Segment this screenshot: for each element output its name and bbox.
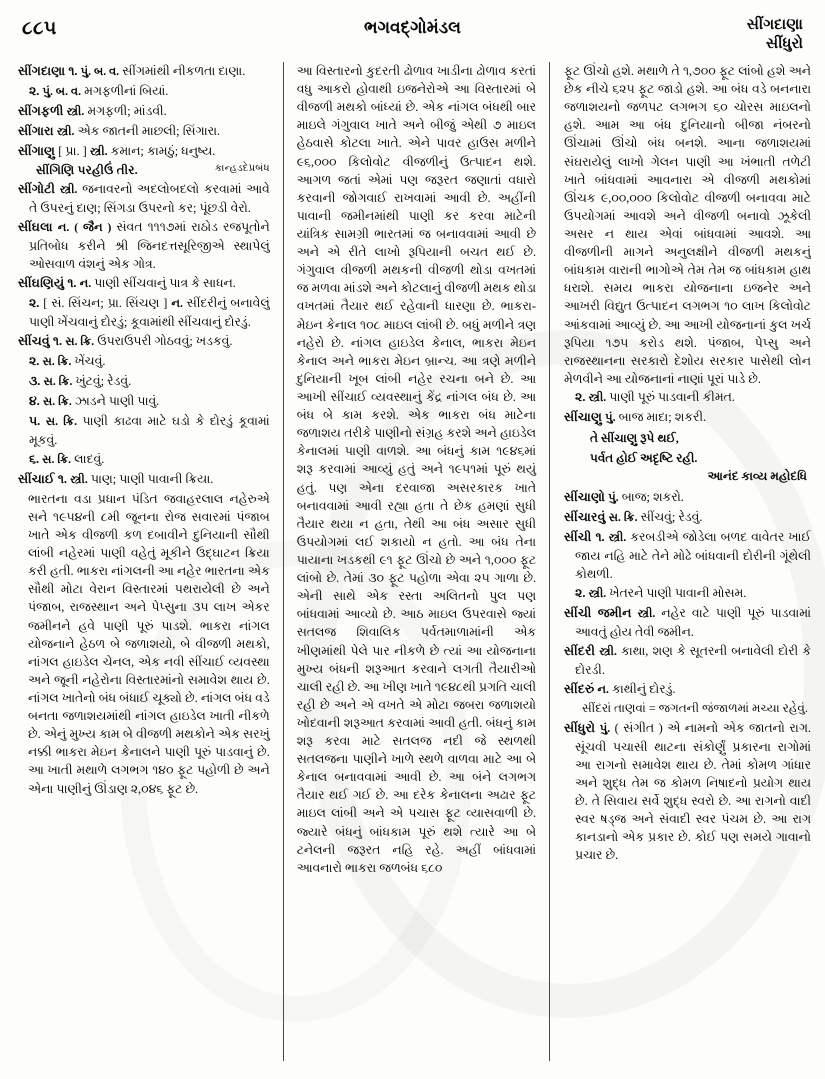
dictionary-entry xyxy=(564,604,811,641)
page-header xyxy=(22,16,803,62)
sense-number: ૨. xyxy=(29,354,40,369)
sense-definition: કરબડીએ જોડેલા બળદ વાવેતર ખાઈ જાય નહિ માટે તેને મોઢે બાંધવાની દોરીની ગૂંથેલી કોથળી. xyxy=(575,530,811,582)
dictionary-entry xyxy=(18,180,270,217)
sense-number: ૫. xyxy=(29,413,41,428)
part-of-speech: પું. xyxy=(605,410,616,424)
dictionary-sense xyxy=(18,412,270,449)
dictionary-sense xyxy=(564,388,811,407)
sense-definition: પાણી કાઢવા માટે ઘડો કે દોરડું કૂવામાં મૂકવું. xyxy=(29,413,270,447)
dictionary-entry xyxy=(18,332,270,351)
sense-definition: ઉપરાઉપરી ગોઠવવું; ખડકવું. xyxy=(97,334,233,349)
headword: સીંચવું xyxy=(18,334,50,349)
dictionary-entry xyxy=(18,122,270,141)
part-of-speech: સ. ક્રિ. xyxy=(45,414,77,428)
sense-definition: ખેંચવું. xyxy=(74,354,106,369)
text-columns xyxy=(18,62,811,1061)
sense-number: ૨. xyxy=(29,83,40,98)
dictionary-sense xyxy=(18,392,270,411)
entry-quotation xyxy=(18,162,270,180)
sense-definition: બાજ; શકરો. xyxy=(621,490,684,505)
sense-definition: કાથા, શણ કે સૂતરની બનાવેલી દોરી કે દોરડી. xyxy=(575,644,811,678)
dictionary-sense xyxy=(18,372,270,391)
part-of-speech: પું. બ. વ. xyxy=(42,84,82,98)
dictionary-sense xyxy=(18,294,270,331)
headword: સીંગદાણા xyxy=(18,64,66,78)
headword: સીંદરી xyxy=(564,644,596,659)
headword: સીંચારવું xyxy=(564,510,606,525)
sense-definition: નહેર વાટે પાણી પૂરું પાડવામાં આવતું હોય તેવી જમીન. xyxy=(575,606,811,640)
column-2 xyxy=(284,62,549,1061)
sense-number: ૨. xyxy=(575,389,586,404)
dictionary-entry xyxy=(564,528,811,583)
headword: સીંઘણિયું xyxy=(18,276,65,291)
sense-number: ૧. xyxy=(68,64,78,78)
sense-definition: પાણ; પાણી પાવાની ક્રિયા. xyxy=(90,471,214,486)
part-of-speech: ન. xyxy=(171,297,183,311)
verse-line: પર્વત હોઈ અદૃષ્ટિ રહી. xyxy=(590,450,698,465)
headword: સીંચાણુ xyxy=(564,409,602,424)
sense-definition: ખેતરને પાણી પાવાની મોસમ. xyxy=(609,586,747,601)
sense-definition: કાથીનું દોરડું. xyxy=(612,682,676,697)
sense-definition: બાજ માદા; શકરી. xyxy=(618,409,707,424)
sense-definition: મગફળી; માંડવી. xyxy=(87,103,167,118)
headword: સીંચાણો xyxy=(564,490,606,505)
headword: સીંગોટી xyxy=(18,182,56,197)
part-of-speech: સ. ક્રિ. xyxy=(608,511,638,525)
etymology-bracket: [ પ્રા. ] xyxy=(58,143,87,158)
part-of-speech: પું. બ. વ. xyxy=(80,65,120,78)
headword: સીંચાઈ xyxy=(18,471,55,486)
part-of-speech: સ્ત્રી. xyxy=(56,124,75,138)
sense-definition: ખુંટવું; રેડવું. xyxy=(75,374,132,389)
dictionary-entry xyxy=(18,142,270,161)
domain-label: ( સંગીત ) xyxy=(614,720,663,735)
verse-attribution: આનંદ કાવ્ય મહોદધિ xyxy=(707,468,807,483)
headword: સીંદરું xyxy=(564,682,595,697)
sense-definition: પાણી પૂરું પાડવાની કીમત. xyxy=(609,389,735,404)
sense-number: ૩. xyxy=(29,374,41,389)
page-number: ૮૮૫ xyxy=(22,18,57,39)
part-of-speech: સ્ત્રી. xyxy=(599,645,617,659)
sense-number: ૧. xyxy=(67,276,77,291)
part-of-speech: સ. ક્રિ. xyxy=(43,375,73,389)
headword: સીંધુરો xyxy=(564,720,596,735)
part-of-speech: સ્ત્રી. xyxy=(59,183,78,197)
sense-definition: ઝાડને પાણી પાવું. xyxy=(74,394,160,409)
part-of-speech: સ્ત્રી. xyxy=(588,587,607,601)
part-of-speech: સ. ક્રિ. xyxy=(65,335,95,349)
dictionary-entry xyxy=(18,62,270,81)
sense-number: ૨. xyxy=(575,586,586,601)
headword: સીંગારા xyxy=(18,123,54,138)
running-head xyxy=(747,16,803,54)
sense-definition: કમાન; કામઠું; ધનુષ્ય. xyxy=(110,143,216,158)
dictionary-entry xyxy=(18,102,270,121)
part-of-speech: પું. xyxy=(599,721,611,735)
dictionary-entry xyxy=(564,488,811,507)
dictionary-entry xyxy=(18,470,270,489)
part-of-speech: સ્ત્રી. xyxy=(637,607,656,621)
entry-body-paragraph: ભારતના વડા પ્રધાન પંડિત જવાહરલાલ નહેરુએ સને ૧૯૫૪ની ૮મી જૂનના રોજ સવારમાં પંજાબ ખાતે એક વીજળી કળ દબાવીને દુનિયાની સૌથી લાંબી નહેરમાં પાણી વહેતું મૂકીને ઉદ્‌ઘાટન ક્રિયા કરી હતી. ભાકરા નાંગલની આ નહેર ભારતના એક સૌથી મોટા વેરાન વિસ્તારમાં પથરાયેલી છે અને પંજાબ, રાજસ્થાન અને પેપ્સુના ૩૫ લાખ એકર જમીનને હવે પાણી પૂરું પાડશે. ભાકરા નાંગલ યોજનાને હેઠળ બે જળાશયો, બે વીજળી મથકો, નાંગલ હાઇડેલ ચેનલ, એક નવી સીંચાઈ વ્યવસ્થા અને જૂની નહેરોના વિસ્તારમાંનો સમાવેશ થાય છે. નાંગલ ખાતેનો બંધ બંધાઈ ચૂક્યો છે. નાંગલ બંધ વડે બનતા જળાશયમાંથી નાંગલ હાઇડેલ ખાતી નીકળે છે. એનું મુખ્ય કામ બે વીજળી મથકોને એક સરખું નક્કી ભાકરા મેઇન કેનાલને પાણી પૂરું પાડવાનું છે. આ ખાતી મથાળે લગભગ ૧૪૦ ફૂટ પહોળી છે અને એના પાણીનું ઊંડાણ ૨,૦૪૬ ફૂટ છે. xyxy=(28,491,270,796)
dictionary-entry xyxy=(18,274,270,293)
dictionary-entry xyxy=(564,719,811,865)
dictionary-entry xyxy=(18,218,270,273)
entry-idiom: સીંદરાં તાણવાં = જગતની જંજાળમાં મચ્યા રહેવું. xyxy=(582,701,808,716)
sense-definition: એક જાતની માછલી; સિંગારા. xyxy=(77,123,221,138)
sense-number: ૨. xyxy=(29,296,40,311)
column-3 xyxy=(550,62,811,1061)
dictionary-entry xyxy=(564,680,811,699)
part-of-speech: ન. ( જૈન ) xyxy=(57,221,112,235)
part-of-speech: સ્ત્રી. xyxy=(608,531,627,545)
part-of-speech: ન. xyxy=(79,277,92,291)
headword: સીંચી xyxy=(564,530,592,545)
etymology-bracket: [ સં. સિંચન; પ્રા. સિંચણ ] xyxy=(43,296,168,311)
dictionary-sense xyxy=(18,352,270,371)
book-title: ભગવદ્ગોમંડલ xyxy=(364,18,461,37)
sense-definition: સીંચવું; રેડવું. xyxy=(640,510,703,525)
dictionary-entry xyxy=(564,508,811,527)
running-head-line-1: સીંગદાણા xyxy=(746,17,803,33)
headword: સીંગાણુ xyxy=(18,143,56,158)
dictionary-entry xyxy=(564,642,811,679)
dictionary-sense xyxy=(18,82,270,101)
sense-number: ૧. xyxy=(57,471,67,486)
part-of-speech: સ. ક્રિ. xyxy=(42,395,72,409)
part-of-speech: સ્ત્રી. xyxy=(66,104,85,118)
part-of-speech: સ. ક્રિ. xyxy=(42,355,72,369)
part-of-speech: ન. xyxy=(597,683,609,697)
sense-definition: એ નામનો એક જાતનો રાગ. સૂંચવી પચાસી થાટના સંકોર્ણું પ્રકારના રાગોમાં આ રાગનો સમાવેશ થાય છે. તેમાં કોમળ ગાંધાર અને શુદ્ધ તેમ જ કોમળ નિષાદનો પ્રયોગ થાય છે. તે સિવાય સર્વે શુદ્ધ સ્વરો છે. આ રાગનો વાદી સ્વર ષડ્જ અને સંવાદી સ્વર પંચમ છે. આ રાગ કાનડાનો એક પ્રકાર છે. કોઈ પણ સમયે ગાવાનો પ્રચાર છે. xyxy=(575,720,811,863)
entry-body-paragraph: ફૂટ ઊંચો હશે. મથાળે તે ૧,૭૦૦ ફૂટ લાંબો હશે અને છેક નીચે ૬૨૫ ફૂટ જાડો હશે. આ બંધ વડે બનનારા જળાશયનો જળપટ લગભગ ૬૦ ચોરસ માઇલનો હશે. આમ આ બંધ દુનિયાનો બીજા નંબરનો ઊંચામાં ઊંચો બંધ બનશે. આના જળાશયમાં સંઘરાયેલું લાખો ગેલન પાણી આ ખંભાતી તળેટી ખાતે બાંધવામાં આવનારા એ વીજળી મથકોમાં ઊંચક ૯,૦૦,૦૦૦ કિલોવોટ વીજળી બનાવવા માટે ઉપયોગમાં આવશે અને વીજળી બનાવો ઝૂકેલી અસર ન થાય એવાં બાંધવામાં આવશે. આ વીજળીની માગને અનુલક્ષીને વીજળી મથકનું બાંધકામ વારાની ભાગોએ તેમ તેમ જ બાંધકામ હાથ ધરાશે. સમય ભાકરા યોજનાના ઇજનેર અને આખરી વિદ્યુત ઉત્પાદન લગભગ ૧૦ લાખ કિલોવોટ આંકવામાં આવ્યું છે. આ આખી યોજનાનાં કુલ ખર્ચ રૂપિયા ૧૭૫ કરોડ થશે. પંજાબ, પેપ્સુ અને રાજસ્થાનના સરકારો દેશોય સરકાર પાસેથી લોન મેળવીને આ યોજનાનાં નાણાં પૂરાં પાડે છે. xyxy=(564,64,811,386)
sense-definition: સંવત ૧૧૧૭માં રાઠોડ રજપૂતોને પ્રતિબોધ કરીને શ્રી જિનદત્તસૂરિજીએ સ્થાપેલું ઓસવાળ વંશનું એક ગોત્ર. xyxy=(29,220,270,272)
sense-definition: સીંગમાંથી નીકળતા દાણા. xyxy=(122,64,246,78)
part-of-speech: સ્ત્રી. xyxy=(70,472,88,486)
sense-number: ૧. xyxy=(595,530,605,545)
headword: સીંઘલા xyxy=(18,220,53,235)
quotation-source: કાન્હડદેપ્રબંધ xyxy=(214,162,270,174)
sense-number: ૧. xyxy=(52,334,63,349)
headword: સીંચી જમીન xyxy=(564,606,632,621)
sense-number: ૪. xyxy=(29,394,40,409)
headword: સીંગફળી xyxy=(18,103,64,118)
running-head-line-2: સીંધુરો xyxy=(766,35,803,52)
sense-definition: જનાવરનો અદલોબદલો કરવામાં આવે તે ઉપરનું દાણ; સિંગડા ઉપરનો કર; પૂંછડી વેરો. xyxy=(29,182,270,216)
dictionary-sense xyxy=(564,584,811,603)
part-of-speech: સ્ત્રી. xyxy=(588,390,607,404)
verse-line: તે સીંચાણુ રૂપે થઈ, xyxy=(590,430,679,445)
part-of-speech: સ. ક્રિ. xyxy=(42,452,72,466)
sense-definition: સીંદરીનું બનાવેલું પાણી ખેંચવાનું દોરડું; કૂવામાંથી સીંચવાનું દોરડું. xyxy=(29,296,270,330)
sense-definition: લાદવું. xyxy=(74,451,105,466)
part-of-speech: પું. xyxy=(608,491,619,505)
sense-number: ૬. xyxy=(29,451,40,466)
entry-body-paragraph: આ વિસ્તારનો કુદરતી ઢોળાવ ખાડીના ઢોળાવ કરતાં વધુ આકરો હોવાથી ઇજનેરોએ આ વિસ્તારમાં બે વીજળી મથકો બાંધ્યાં છે. એક નાંગલ બંધથી બાર માઇલે ગંગુવાલ ખાતે અને બીજું એથી ૭ માઇલ હેઠવાસે કોટલા ખાતે. એને પાવર હાઉસ મળીને ૯૬,૦૦૦ કિલોવોટ વીજળીનું ઉત્પાદન થશે. આગળ જતાં એમાં પણ જરૂરત જણાતાં વધારો કરવાની જોગવાઈ રાખવામાં આવી છે. અહીંની પાવાની જમીનમાંથી પાણી કર કરવા માટેની યાંત્રિક સામગ્રી ભારતમાં જ બનાવવામાં આવી છે અને એ રીતે લાખો રૂપિયાની બચત થઈ છે. ગંગુવાલ વીજળી મથકની વીજળી થોડા વખતમાં જ મળવા માંડશે અને કોટલાનું વીજળી મથક થોડા વખતમાં તૈયાર થઈ રહેવાની ધારણા છે. ભાકરા-મેઇન કેનાલ ૧૦૮ માઇલ લાંબી છે. બધું મળીને ત્રણ નહેરો છે. નાંગલ હાઇડેલ કેનાલ, ભાકરા મેઇન કેનાલ અને ભાકરા મેઇન બ્રાન્ચ. આ ત્રણે મળીને દુનિયાની ખૂબ લાંબી નહેર રચના બને છે. આ આખી સીંચાઈ વ્યવસ્થાનું કેંદ્ર નાંગલ બંધ છે. આ બંધ બે કામ કરશે. એક ભાકરા બંધ માટેના જળાશય તરીકે પાણીનો સંગ્રહ કરશે અને હાઇડેલ કેનાલમાં પાણી વાળશે. આ બંધનું કામ ૧૯૪૬માં શરૂ કરવામાં આવ્યું હતું અને ૧૯૫૧માં પૂરું થયું હતું. પણ એના દરવાજા અસરકારક ખાતે બનાવવામાં આવી રહ્યા હતા તે છેક હમણાં સુધી તૈયાર થયા ન હતા, તેથી આ બંધ અસાર સુધી ઉપયોગમાં લઈ શકાયો ન હતો. આ બંધ તેના પાયાના ખડકથી ૯૧ ફૂટ ઊંચો છે અને ૧,૦૦૦ ફૂટ લાંબો છે. તેમાં ૩૦ ફૂટ પહોળા એવા ૨૫ ગાળા છે. એની સાથે એક રસ્તા અલિતનો પુલ પણ બાંધવામાં આવ્યો છે. આઠ માઇલ ઉપરવાસે જ્યાં સતલજ શિવાલિક પર્વતમાળામાંની એક ખીણમાંથી પેલે પાર નીકળે છે ત્યાં આ યોજનાના મુખ્ય બંધની શરૂઆત કરવાને લગતી તૈયારીઓ ચાલી રહી છે. આ ખીણ ખાતે ૧૯૪૮થી પ્રગતિ ચાલી રહી છે અને એ વખતે એ મોટા જબરા જળાશયો ખોદવાની શરૂઆત કરવામાં આવી હતી. બંધનું કામ શરૂ કરવા માટે સતલજ નદી જે સ્થળથી સતલજના પાણીને ખાળે સ્થળે વાળવા માટે આ બે કેનાલ બનાવવામાં આવી છે. આ બંને લગભગ તૈયાર થઈ ગઈ છે. આ દરેક કેનાલના અઢાર ફૂટ માઇલ લાંબી અને એ પચાસ ફૂટ વ્યાસવાળી છે. જ્યારે બંધનું બાંધકામ પૂરું થશે ત્યારે આ બે ટનેલની જરૂરત નહિ રહે. અહીં બાંધવામાં આવનારો ભાકરા જળબંધ ૬૮૦ xyxy=(296,64,537,875)
part-of-speech: સ્ત્રી. xyxy=(89,144,108,158)
sense-definition: પાણી સીંચવાનું પાત્ર કે સાધન. xyxy=(94,276,236,291)
quotation-text: સીંગિણિ પરહીઉં તીર. xyxy=(36,162,138,177)
sense-definition: મગફળીનાં બિયાં. xyxy=(84,83,169,98)
dictionary-sense xyxy=(18,450,270,469)
column-1 xyxy=(18,62,283,1061)
dictionary-entry xyxy=(564,408,811,427)
